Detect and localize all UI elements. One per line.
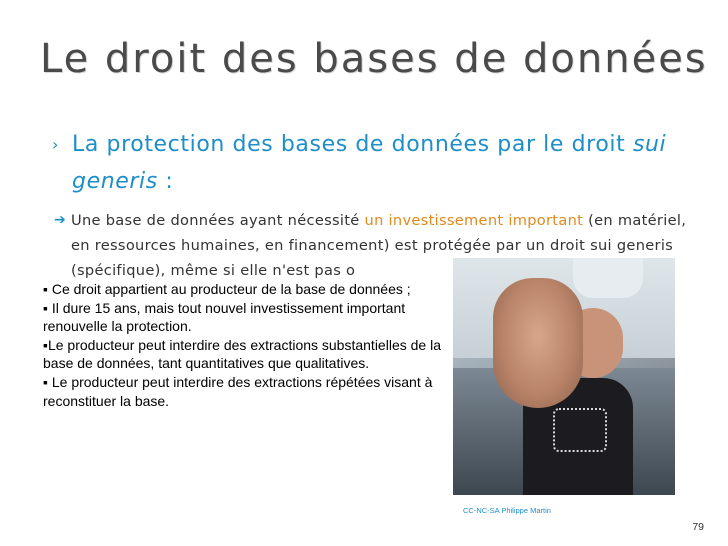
overlay-line: ▪ Il dure 15 ans, mais tout nouvel investissement important renouvelle la protection. xyxy=(43,299,406,335)
bullet-marker: › xyxy=(52,135,59,154)
overlay-line: ▪ Ce droit appartient au producteur de la base de données ; xyxy=(43,281,411,297)
photo-lamp xyxy=(573,258,643,298)
overlay-line: ▪ Le producteur peut interdire des extractions répétées visant à reconstituer la base. xyxy=(43,373,433,409)
overlay-line: ▪Le producteur peut interdire des extractions substantielles de la base de données, tant quantitatives que qualitatives. xyxy=(43,336,441,372)
page-number: 79 xyxy=(692,521,704,533)
photo-credit: CC-NC-SA Philippe Martin xyxy=(463,506,551,515)
main-bullet-text-end: : xyxy=(157,169,174,194)
main-bullet-italic: sui generis xyxy=(72,132,667,194)
slide-title: Le droit des bases de données xyxy=(40,36,708,82)
main-bullet-text-start: La protection des bases de données par le droit xyxy=(72,132,633,157)
main-bullet xyxy=(52,126,692,200)
arrow-icon: ➔ xyxy=(54,212,67,228)
main-bullet-text xyxy=(72,126,692,200)
photo-dentist-hand xyxy=(453,258,675,495)
sub-bullet-highlight: un investissement important xyxy=(364,212,584,229)
sub-bullet-text-end: (en matériel, en ressources humaines, en financement) est protégée par un droit sui generis (spécifique), même si elle n'est pas o xyxy=(71,212,687,279)
photo-shirt-print xyxy=(553,408,607,452)
photo-hand xyxy=(493,278,583,408)
overlay-text-box xyxy=(43,280,463,410)
sub-bullet-text-start: Une base de données ayant nécessité xyxy=(71,212,365,229)
